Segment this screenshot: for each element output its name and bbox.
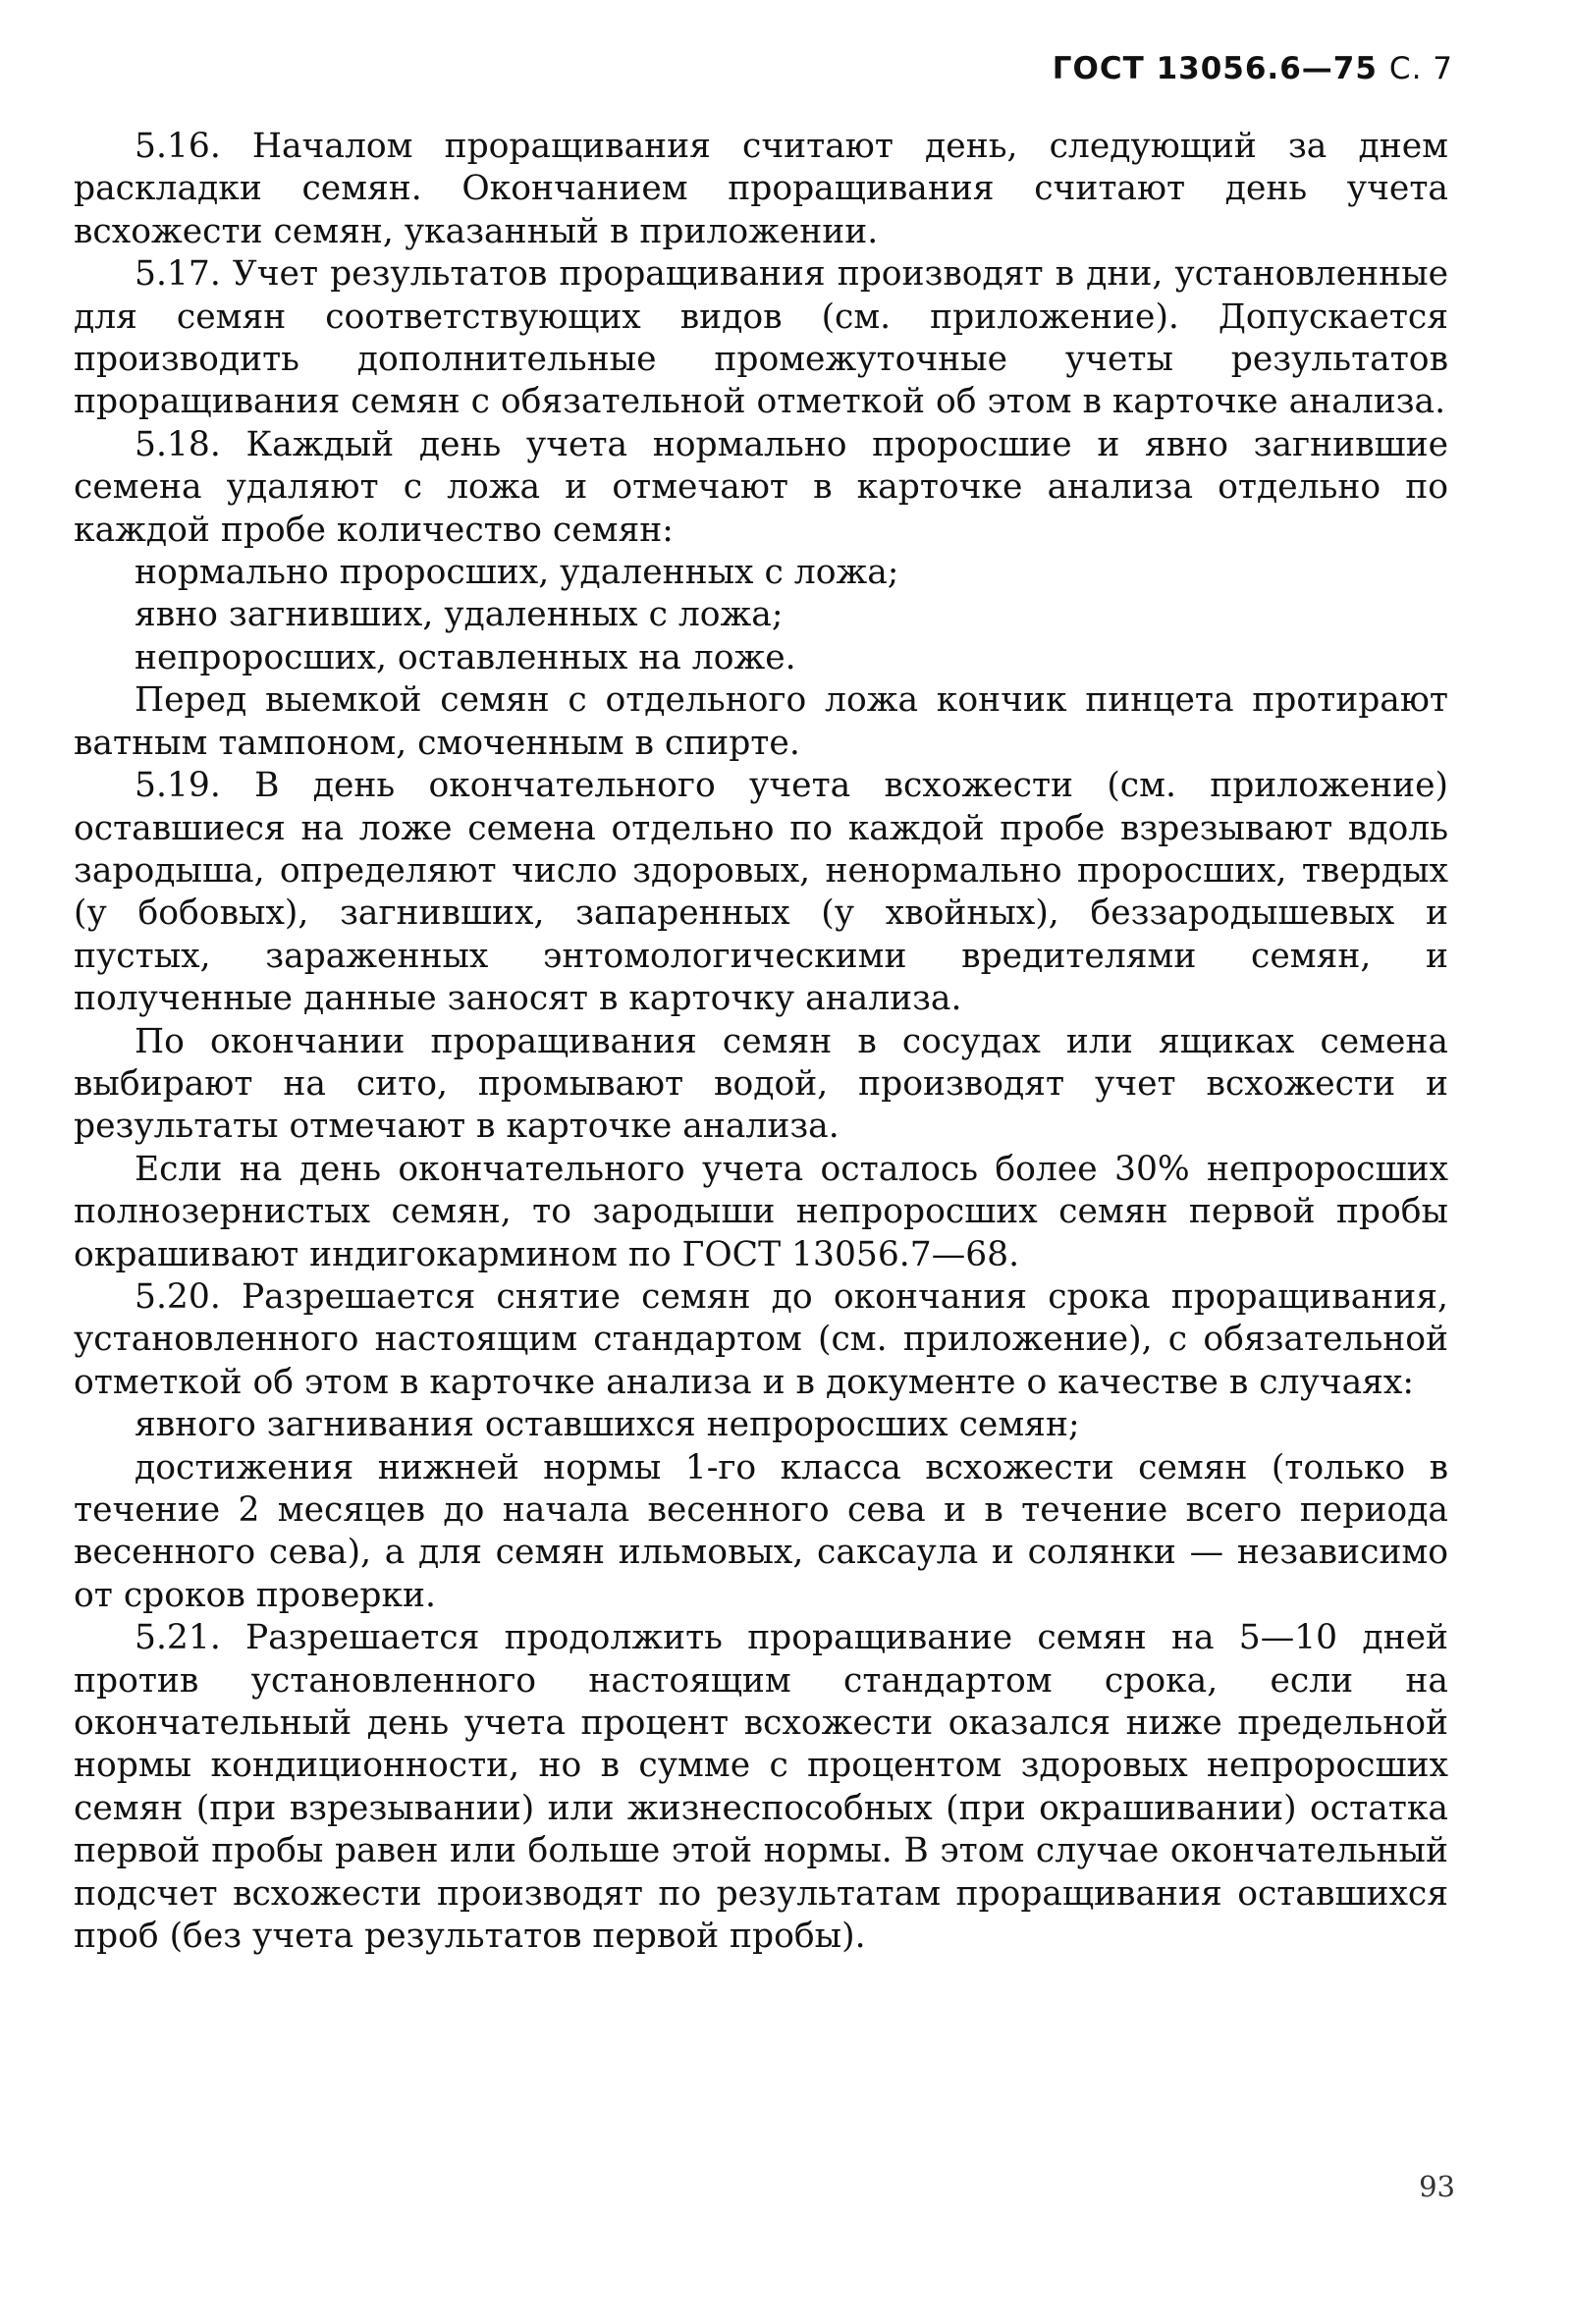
list-item: непроросших, оставленных на ложе. — [135, 637, 796, 677]
header-page-label: С. 7 — [1388, 51, 1453, 86]
paragraph-5-19: 5.19. В день окончательного учета всхожести (см. приложение) оставшиеся на ложе семена отдельно по каждой пробе взрезывают вдоль зародыша, определяют число здоровых, ненормально проросших, твердых (у бобовых), загнивших, запаренных (у хвойных), беззародышевых и пустых, зараженных энтомологическими вредителями семян, и полученные данные заносят в карточку анализа. — [74, 766, 1448, 1019]
page-number: 93 — [1419, 2170, 1455, 2203]
paragraph-5-21: 5.21. Разрешается продолжить проращивание семян на 5—10 дней против установленного настоящим стандартом срока, если на окончательный день учета процент всхожести оказался ниже предельной нормы кондиционности, но в сумме с процентом здоровых непроросших семян (при взрезывании) или жизнеспособных (при окрашивании) остатка первой пробы равен или больше этой нормы. В этом случае окончательный подсчет всхожести производят по результатам проращивания оставшихся проб (без учета результатов первой пробы). — [74, 1618, 1448, 1957]
standard-code: ГОСТ 13056.6—75 — [1052, 51, 1378, 86]
paragraph-5-20: 5.20. Разрешается снятие семян до окончания срока проращивания, установленного настоящим стандартом (см. приложение), с обязательной отметкой об этом в карточке анализа и в документе о качестве в случаях: — [74, 1276, 1448, 1402]
paragraph-5-17: 5.17. Учет результатов проращивания производят в дни, установленные для семян соответствующих видов (см. приложение). Допускается производить дополнительные промежуточные учеты результатов проращивания семян с обязательной отметкой об этом в карточке анализа. — [74, 254, 1448, 422]
page-header — [1053, 51, 1453, 86]
list-item: явного загнивания оставшихся непроросших семян; — [135, 1405, 1080, 1445]
document-body — [74, 126, 1448, 1958]
paragraph-containers: По окончании проращивания семян в сосудах или ящиках семена выбирают на сито, промывают водой, производят учет всхожести и результаты отмечают в карточке анализа. — [74, 1021, 1448, 1147]
paragraph-tweezers: Перед выемкой семян с отдельного ложа кончик пинцета протирают ватным тампоном, смоченным в спирте. — [74, 680, 1448, 763]
list-item: достижения нижней нормы 1-го класса всхожести семян (только в течение 2 месяцев до начала весенного сева и в течение всего периода весенного сева), а для семян ильмовых, саксаула и солянки — независимо от сроков проверки. — [74, 1447, 1448, 1615]
paragraph-indigocarmine: Если на день окончательного учета осталось более 30% непроросших полнозернистых семян, то зародыши непроросших семян первой пробы окрашивают индигокармином по ГОСТ 13056.7—68. — [74, 1149, 1448, 1274]
list-item: явно загнивших, удаленных с ложа; — [135, 595, 784, 635]
paragraph-5-18: 5.18. Каждый день учета нормально проросшие и явно загнившие семена удаляют с ложа и отмечают в карточке анализа отдельно по каждой пробе количество семян: — [74, 424, 1448, 550]
list-item: нормально проросших, удаленных с ложа; — [135, 553, 899, 593]
paragraph-5-16: 5.16. Началом проращивания считают день, следующий за днем раскладки семян. Окончанием проращивания считают день учета всхожести семян, указанный в приложении. — [74, 127, 1448, 251]
